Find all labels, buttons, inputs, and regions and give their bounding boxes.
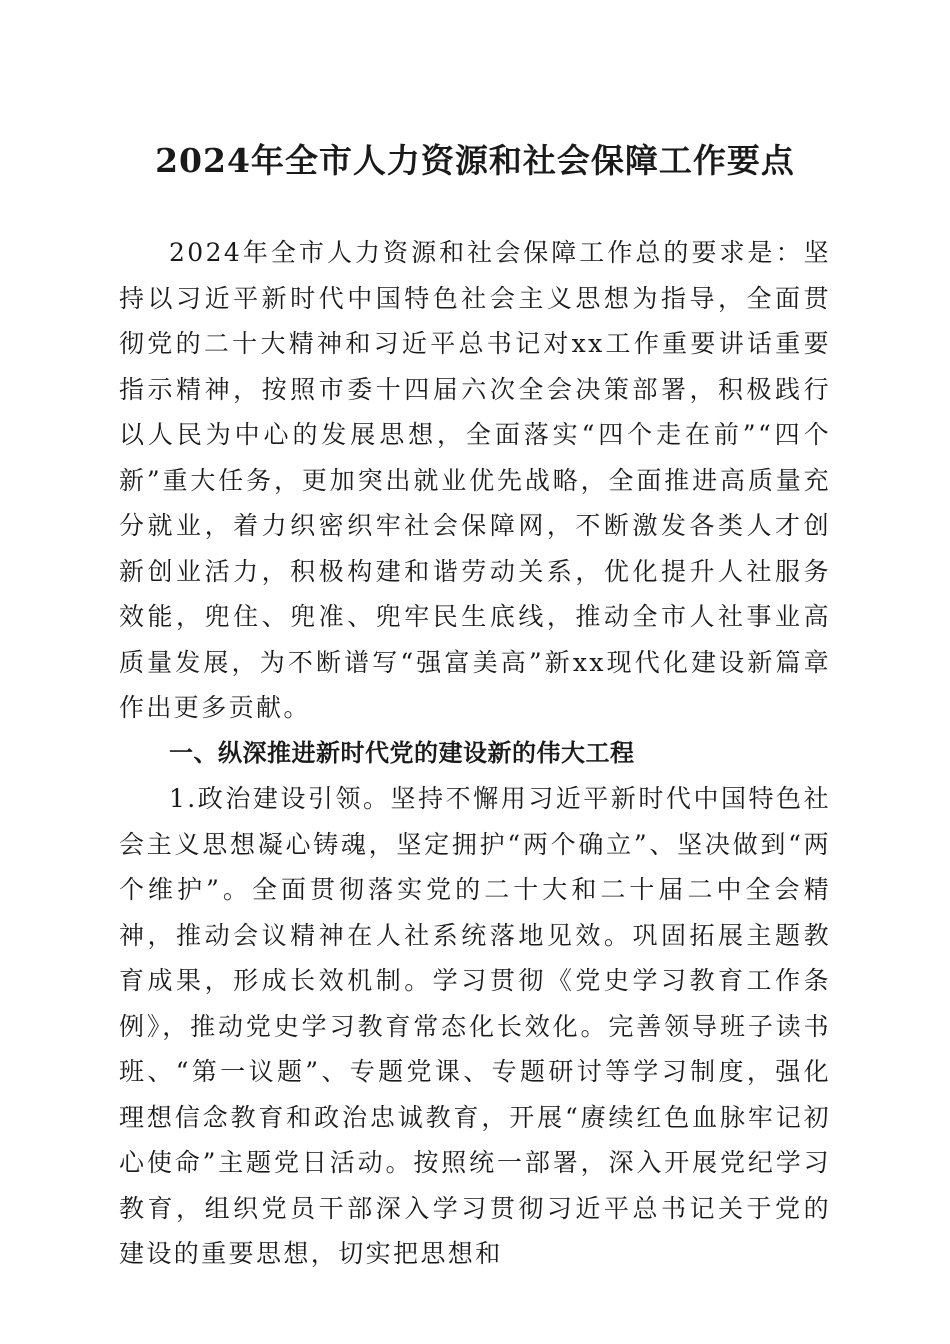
item-1-paragraph: 1.政治建设引领。坚持不懈用习近平新时代中国特色社会主义思想凝心铸魂，坚定拥护“两个确立”、坚决做到“两个维护”。全面贯彻落实党的二十大和二十届二中全会精神，推动会议精神在人社系统落地见效。巩固拓展主题教育成果，形成长效机制。学习贯彻《党史学习教育工作条例》，推动党史学习教育常态化长效化。完善领导班子读书班、“第一议题”、专题党课、专题研讨等学习制度，强化理想信念教育和政治忠诚教育，开展“赓续红色血脉牢记初心使命”主题党日活动。按照统一部署，深入开展党纪学习教育，组织党员干部深入学习贯彻习近平总书记关于党的建设的重要思想，切实把思想和 [119, 784, 831, 1268]
section-heading-1: 一、纵深推进新时代党的建设新的伟大工程 [169, 738, 635, 767]
intro-paragraph: 2024年全市人力资源和社会保障工作总的要求是：坚持以习近平新时代中国特色社会主义思想为指导，全面贯彻党的二十大精神和习近平总书记对xx工作重要讲话重要指示精神，按照市委十四届六次全会决策部署，积极践行以人民为中心的发展思想，全面落实“四个走在前”“四个新”重大任务，更加突出就业优先战略，全面推进高质量充分就业，着力织密织牢社会保障网，不断激发各类人才创新创业活力，积极构建和谐劳动关系，优化提升人社服务效能，兜住、兜准、兜牢民生底线，推动全市人社事业高质量发展，为不断谱写“强富美高”新xx现代化建设新篇章作出更多贡献。 [119, 238, 831, 722]
document-title: 2024年全市人力资源和社会保障工作要点 [155, 141, 795, 180]
document-body [119, 230, 831, 1277]
